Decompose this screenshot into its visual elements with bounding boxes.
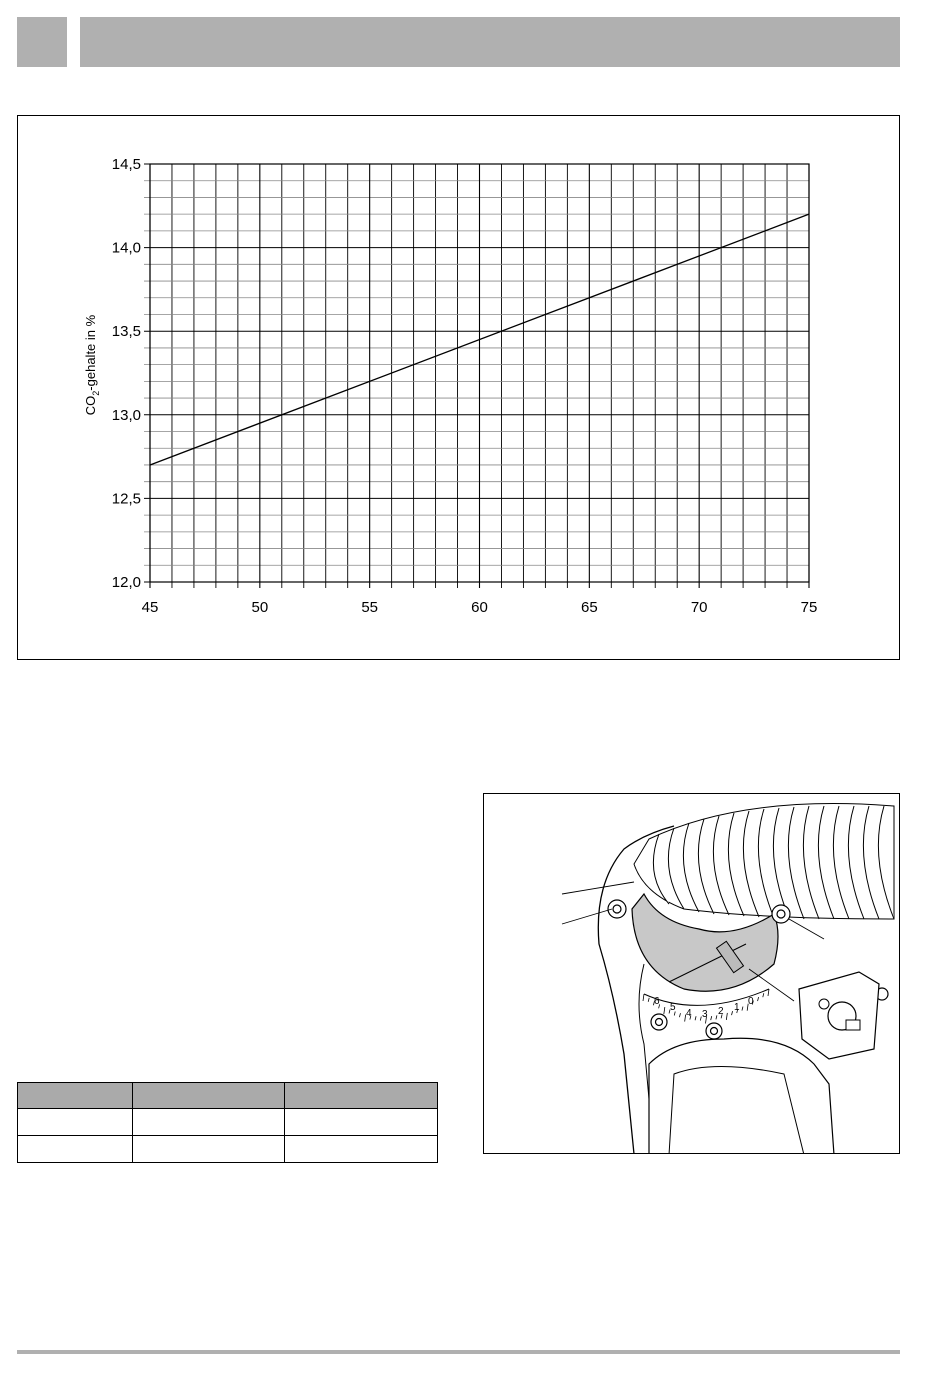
x-tick-label: 50 (251, 599, 269, 616)
table-cell (18, 1109, 133, 1136)
table-row (18, 1109, 438, 1136)
scale-tick (768, 989, 769, 996)
y-tick-label: 14,5 (111, 156, 141, 173)
lower-housing (649, 1038, 834, 1154)
scale-number: 5 (670, 1002, 676, 1013)
co2-chart (18, 116, 901, 661)
minor-grid (144, 164, 809, 588)
y-tick-label: 13,5 (111, 323, 141, 341)
table-header-row (18, 1083, 438, 1109)
scale-number: 6 (654, 996, 660, 1007)
scale-tick (732, 1011, 733, 1015)
scale-tick (664, 1007, 665, 1014)
scale-tick (758, 997, 759, 1001)
major-grid (144, 164, 809, 588)
scale-number: 4 (686, 1008, 692, 1019)
x-tick-label: 45 (141, 599, 159, 616)
x-tick-labels (142, 599, 818, 616)
x-tick-label: 55 (361, 599, 379, 616)
y-tick-labels (112, 156, 141, 591)
bracket-nut (846, 1020, 860, 1030)
scale-number: 0 (748, 996, 754, 1007)
table-cell (133, 1109, 285, 1136)
table-cell (18, 1136, 133, 1163)
header-title-bar (80, 17, 900, 67)
scale-number: 2 (718, 1006, 724, 1017)
table-row (18, 1136, 438, 1163)
scale-tick (726, 1013, 727, 1020)
air-flap-drawing (484, 794, 900, 1154)
y-tick-label: 12,0 (111, 574, 141, 591)
x-tick-label: 65 (580, 599, 598, 616)
scale-tick (643, 994, 644, 1001)
scale-tick (648, 998, 649, 1002)
y-tick-label: 14,0 (111, 239, 141, 257)
bracket-hole (819, 999, 829, 1009)
scale-tick (695, 1016, 696, 1020)
chart-frame (17, 115, 900, 660)
scale-tick (763, 993, 764, 997)
y-tick-label: 12,5 (111, 490, 141, 508)
scale-tick (679, 1013, 680, 1017)
y-tick-label: 13,0 (111, 406, 141, 424)
scale-tick (716, 1015, 717, 1019)
table-header-cell (133, 1083, 285, 1109)
table-cell (133, 1136, 285, 1163)
table-cell (285, 1136, 438, 1163)
y-axis-label: $CO_2$-gehalte in % (83, 314, 101, 416)
burner-illustration (483, 793, 900, 1154)
air-hose (634, 803, 894, 919)
scale-number: 3 (702, 1009, 708, 1020)
header-left-block (17, 17, 67, 67)
x-tick-label: 70 (690, 599, 708, 616)
table-header-cell (18, 1083, 133, 1109)
scale-tick (742, 1007, 743, 1011)
x-tick-label: 60 (471, 599, 488, 616)
table-cell (285, 1109, 438, 1136)
scale-tick (711, 1016, 712, 1020)
scale-number: 1 (734, 1002, 740, 1013)
x-tick-label: 75 (800, 599, 818, 616)
data-table (17, 1082, 438, 1163)
footer-bar (17, 1350, 900, 1354)
table-header-cell (285, 1083, 438, 1109)
